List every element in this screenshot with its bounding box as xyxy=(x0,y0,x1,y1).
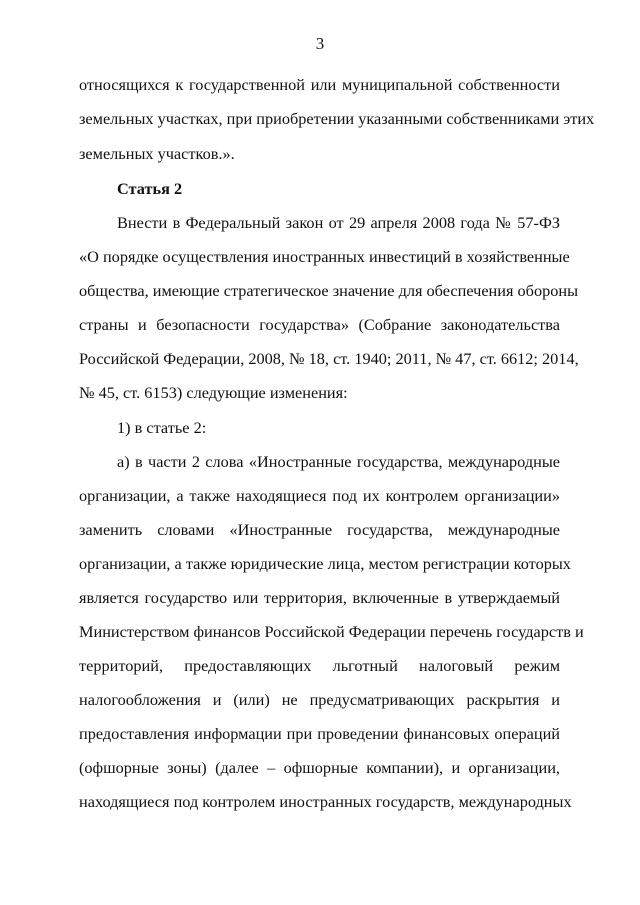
text-line: а) в части 2 слова «Иностранные государства, международные xyxy=(117,452,560,471)
list-item: 1) в статье 2: xyxy=(117,418,207,437)
text-line: земельных участков.». xyxy=(79,144,235,163)
page-number: 3 xyxy=(315,34,325,53)
text-line: общества, имеющие стратегическое значение для обеспечения обороны xyxy=(79,281,579,300)
text-line: организации, а также юридические лица, местом регистрации которых xyxy=(79,554,571,573)
text-line: страны и безопасности государства» (Собрание законодательства xyxy=(79,315,560,334)
text-line: Российской Федерации, 2008, № 18, ст. 1940; 2011, № 47, ст. 6612; 2014, xyxy=(79,349,579,368)
text-line: (офшорные зоны) (далее – офшорные компании), и организации, xyxy=(79,758,560,777)
text-line: организации, а также находящиеся под их контролем организации» xyxy=(79,486,560,505)
text-line: Внести в Федеральный закон от 29 апреля 2008 года № 57-ФЗ xyxy=(117,213,560,232)
text-line: является государство или территория, включенные в утверждаемый xyxy=(79,588,560,607)
text-line: находящиеся под контролем иностранных государств, международных xyxy=(79,792,572,811)
text-line: заменить словами «Иностранные государства, международные xyxy=(79,520,560,539)
text-line: относящихся к государственной или муниципальной собственности xyxy=(79,75,560,94)
text-line: № 45, ст. 6153) следующие изменения: xyxy=(79,383,348,402)
text-line: предоставления информации при проведении финансовых операций xyxy=(79,724,560,743)
text-line: «О порядке осуществления иностранных инвестиций в хозяйственные xyxy=(79,247,570,266)
text-line: налогообложения и (или) не предусматривающих раскрытия и xyxy=(79,690,560,709)
article-heading: Статья 2 xyxy=(117,179,183,198)
text-line: Министерством финансов Российской Федерации перечень государств и xyxy=(79,622,584,641)
text-line: территорий, предоставляющих льготный налоговый режим xyxy=(79,656,560,675)
text-line: земельных участках, при приобретении указанными собственниками этих xyxy=(79,109,595,128)
